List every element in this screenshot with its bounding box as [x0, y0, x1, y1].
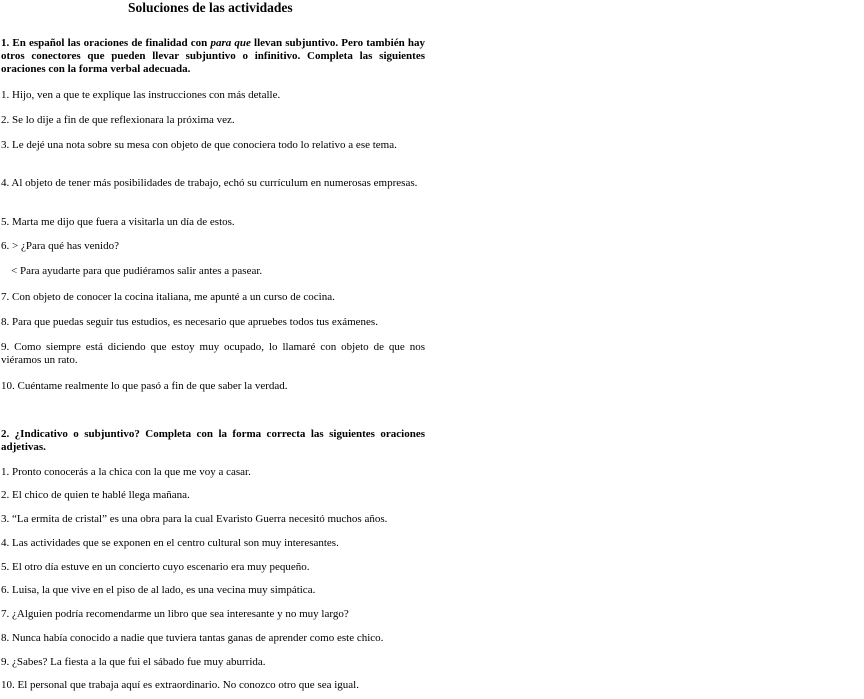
- section2-item: 8. Nunca había conocido a nadie que tuviera tantas ganas de aprender como este chico.: [1, 632, 384, 644]
- section2-item: 1. Pronto conocerás a la chica con la que me voy a casar.: [1, 466, 251, 478]
- page-title: Soluciones de las actividades: [128, 0, 293, 15]
- section1-item: 9. Como siempre está diciendo que estoy muy ocupado, lo llamaré con objeto de que nos viéramos un rato.: [1, 341, 425, 366]
- section1-item: 6. > ¿Para qué has venido?: [1, 240, 119, 252]
- section2-item: 6. Luisa, la que vive en el piso de al lado, es una vecina muy simpática.: [1, 584, 316, 596]
- section2-item: 9. ¿Sabes? La fiesta a la que fui el sábado fue muy aburrida.: [1, 656, 266, 668]
- section2-item: 4. Las actividades que se exponen en el centro cultural son muy interesantes.: [1, 537, 339, 549]
- section1-heading-italic: para que: [210, 37, 251, 49]
- section2-item: 7. ¿Alguien podría recomendarme un libro que sea interesante y no muy largo?: [1, 608, 349, 620]
- section1-item: 1. Hijo, ven a que te explique las instrucciones con más detalle.: [1, 89, 281, 101]
- section1-item: 7. Con objeto de conocer la cocina italiana, me apunté a un curso de cocina.: [1, 291, 335, 303]
- section2-item: 10. El personal que trabaja aquí es extraordinario. No conozco otro que sea igual.: [1, 679, 359, 691]
- section1-heading-part-a: 1. En español las oraciones de finalidad con: [1, 37, 211, 49]
- section1-item: 8. Para que puedas seguir tus estudios, es necesario que apruebes todos tus exámenes.: [1, 316, 378, 328]
- section1-item: 2. Se lo dije a fin de que reflexionara la próxima vez.: [1, 114, 235, 126]
- section1-heading: [1, 37, 425, 76]
- section2-item: 3. “La ermita de cristal” es una obra para la cual Evaristo Guerra necesitó muchos años.: [1, 513, 388, 525]
- section2-item: 2. El chico de quien te hablé llega mañana.: [1, 489, 190, 501]
- section1-item-reply: < Para ayudarte para que pudiéramos salir antes a pasear.: [11, 265, 263, 277]
- section1-item: 10. Cuéntame realmente lo que pasó a fin de que saber la verdad.: [1, 380, 288, 392]
- section2-heading: 2. ¿Indicativo o subjuntivo? Completa con la forma correcta las siguientes oraciones adjetivas.: [1, 428, 425, 453]
- section1-item: 3. Le dejé una nota sobre su mesa con objeto de que conociera todo lo relativo a ese tema.: [1, 139, 397, 151]
- section2-item: 5. El otro día estuve en un concierto cuyo escenario era muy pequeño.: [1, 561, 310, 573]
- section1-heading-part-b: llevan subjuntivo. Pero también hay otros conectores que pueden llevar subjuntivo o infinitivo. Completa las siguientes oraciones con la forma verbal adecuada.: [1, 37, 425, 75]
- section1-item: 4. Al objeto de tener más posibilidades de trabajo, echó su currículum en numerosas empresas.: [1, 177, 418, 189]
- section1-item: 5. Marta me dijo que fuera a visitarla un día de estos.: [1, 216, 235, 228]
